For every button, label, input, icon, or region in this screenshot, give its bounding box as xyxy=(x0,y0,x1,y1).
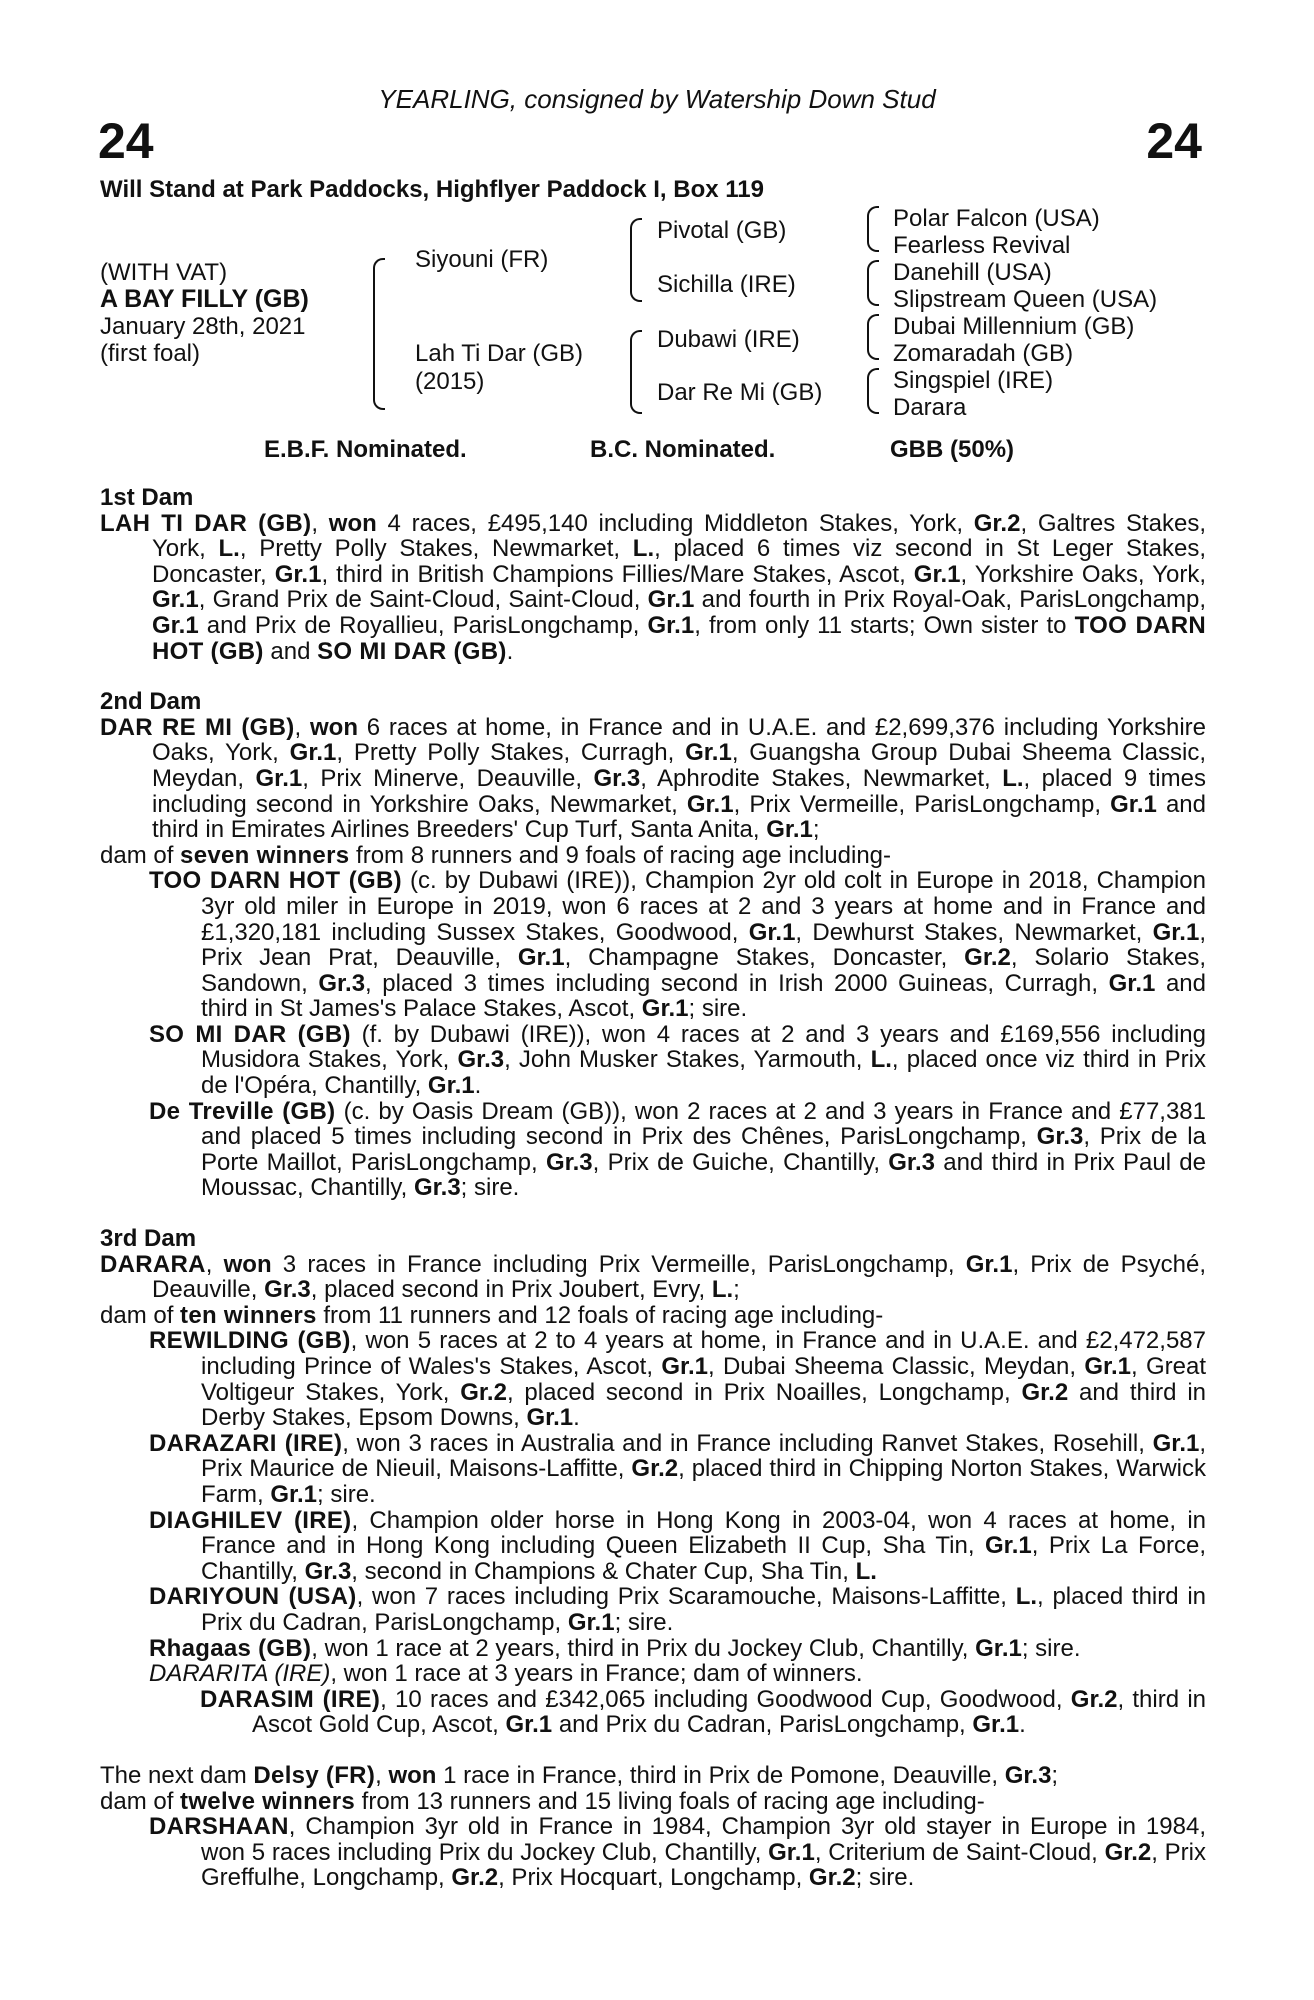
first-dam-heading: 1st Dam xyxy=(100,484,194,511)
text: and xyxy=(263,637,318,665)
text: dam of xyxy=(100,1301,181,1329)
produce-rhagaas xyxy=(100,1636,1206,1662)
text: ; sire. xyxy=(688,995,748,1023)
grade: Gr.1 xyxy=(647,586,695,614)
produce-name: DARASIM (IRE) xyxy=(200,1685,381,1713)
text: ; sire. xyxy=(460,1174,520,1202)
grade: Gr.1 xyxy=(972,1711,1020,1739)
bracket-sd xyxy=(867,260,879,306)
produce-name: DARIYOUN (USA) xyxy=(149,1583,357,1611)
grade: Gr.1 xyxy=(1108,969,1156,997)
grade: Gr.1 xyxy=(647,611,695,639)
produce-name: Rhagaas (GB) xyxy=(149,1634,312,1662)
grade: Gr.1 xyxy=(289,739,337,767)
text: (c. by Oasis Dream (GB)), won 2 races at 2 and 3 years in France and £77,381 and placed 5 times including second in Prix des Chênes, ParisLongchamp, xyxy=(201,1097,1207,1151)
text: and third in Derby Stakes, Epsom Downs, xyxy=(201,1378,1207,1432)
ebf-nomination: E.B.F. Nominated. xyxy=(264,436,467,463)
bc-nomination: B.C. Nominated. xyxy=(590,436,776,463)
text: , Yorkshire Oaks, York, xyxy=(960,560,1206,588)
consignment-header: YEARLING, consigned by Watership Down Stud xyxy=(378,84,936,114)
produce-name: SO MI DAR (GB) xyxy=(149,1020,351,1048)
lot-number-left: 24 xyxy=(98,113,154,169)
ds-dam: Zomaradah (GB) xyxy=(893,340,1074,367)
grade: Gr.1 xyxy=(748,918,796,946)
sire-dam: Sichilla (IRE) xyxy=(657,271,796,298)
text: dam of xyxy=(100,841,181,869)
text: , Prix La Force, Chantilly, xyxy=(201,1532,1206,1585)
produce-dararita xyxy=(100,1661,1206,1687)
text: dam of xyxy=(100,1787,181,1815)
grade: L. xyxy=(632,535,655,563)
grade: Gr.1 xyxy=(270,1480,318,1508)
grade: Gr.1 xyxy=(567,1608,615,1636)
bracket-sire xyxy=(630,218,642,302)
text: , Pretty Polly Stakes, Curragh, xyxy=(336,739,686,767)
text: , won 1 race at 2 years, third in Prix du Jockey Club, Chantilly, xyxy=(311,1634,976,1662)
text: , placed 6 times viz second in St Leger Stakes, Doncaster, xyxy=(152,535,1207,588)
grade: Gr.2 xyxy=(1104,1838,1152,1866)
winners-count: ten winners xyxy=(180,1301,317,1329)
third-dam-heading: 3rd Dam xyxy=(100,1225,197,1253)
next-dam-name: Delsy (FR) xyxy=(253,1761,376,1789)
text: (c. by Dubawi (IRE)), Champion 2yr old colt in Europe in 2018, Champion 3yr old miler in Europe in 2019, won 6 races at 2 and 3 years at home and in France and £1,320,181 including Sussex Stakes, Goodwood, xyxy=(201,867,1206,946)
bracket-ss xyxy=(867,206,879,252)
text: , Criterium de Saint-Cloud, xyxy=(814,1838,1105,1866)
gbb-nomination: GBB (50%) xyxy=(890,436,1015,463)
bracket-main xyxy=(373,258,385,410)
second-dam-name: DAR RE MI (GB) xyxy=(100,713,295,741)
grade: Gr.1 xyxy=(1152,918,1200,946)
bracket-ds xyxy=(867,314,879,360)
dam-sire: Dubawi (IRE) xyxy=(657,326,800,353)
text: , placed third in Prix du Cadran, ParisLongchamp, xyxy=(201,1583,1207,1636)
grade: Gr.1 xyxy=(766,816,813,844)
stand-location: Will Stand at Park Paddocks, Highflyer Paddock I, Box 119 xyxy=(100,176,764,203)
text: and Prix du Cadran, ParisLongchamp, xyxy=(552,1711,973,1739)
text: ; xyxy=(733,1276,740,1304)
text: 4 races, £495,140 including Middleton Stakes, York, xyxy=(376,509,974,537)
grade: Gr.2 xyxy=(460,1378,507,1406)
produce-name: REWILDING (GB) xyxy=(149,1327,351,1355)
third-dam-name: DARARA xyxy=(100,1250,206,1278)
text: , placed 9 times including second in Yorkshire Oaks, Newmarket, xyxy=(152,764,1206,818)
grade: Gr.3 xyxy=(264,1276,311,1304)
text: , placed second in Prix Joubert, Evry, xyxy=(310,1276,712,1304)
grade: Gr.1 xyxy=(1084,1353,1132,1380)
pedigree-body xyxy=(100,485,1206,1891)
text: , Prix de la Porte Maillot, ParisLongchamp, xyxy=(201,1123,1206,1176)
ds-sire: Dubai Millennium (GB) xyxy=(893,313,1135,340)
produce-darasim xyxy=(100,1687,1206,1738)
text: , Prix Vermeille, ParisLongchamp, xyxy=(733,790,1111,818)
sibling-name: SO MI DAR (GB) xyxy=(317,637,507,665)
grade: L. xyxy=(1015,1583,1038,1611)
grade: Gr.1 xyxy=(685,739,732,767)
horse-note: (first foal) xyxy=(100,340,201,367)
grade: Gr.3 xyxy=(457,1046,505,1074)
text: , Prix de Psyché, Deauville, xyxy=(152,1250,1206,1304)
text: ; sire. xyxy=(1021,1634,1081,1662)
text: The next dam xyxy=(100,1761,254,1789)
text: 3 races in France including Prix Vermeille, ParisLongchamp, xyxy=(271,1250,966,1278)
text: and third in St James's Palace Stakes, Ascot, xyxy=(201,969,1206,1023)
winners-count: twelve winners xyxy=(180,1787,355,1815)
text: , Champion older horse in Hong Kong in 2003-04, won 4 races at home, in France and in Hong Kong including Queen Elizabeth II Cup, Sha Tin, xyxy=(201,1506,1206,1560)
grade: Gr.1 xyxy=(526,1404,574,1432)
grade: Gr.3 xyxy=(545,1148,593,1176)
grade: Gr.3 xyxy=(413,1174,461,1202)
produce-name: DIAGHILEV (IRE) xyxy=(149,1506,352,1534)
text: , Prix de Guiche, Chantilly, xyxy=(592,1148,889,1176)
grade: Gr.1 xyxy=(686,790,734,818)
grade: Gr.1 xyxy=(975,1634,1022,1662)
next-dam-produce-intro xyxy=(100,1789,1206,1815)
grade: Gr.1 xyxy=(427,1072,475,1100)
sire-sire: Pivotal (GB) xyxy=(657,217,787,244)
grade: Gr.3 xyxy=(1004,1761,1052,1789)
text: from 8 runners and 9 foals of racing age including- xyxy=(349,841,891,869)
dam-dam: Dar Re Mi (GB) xyxy=(657,379,823,406)
produce-name: TOO DARN HOT (GB) xyxy=(149,867,402,895)
grade: Gr.3 xyxy=(593,764,641,792)
first-dam-won: won xyxy=(328,509,377,537)
text: , Dubai Sheema Classic, Meydan, xyxy=(708,1353,1085,1380)
grade: Gr.2 xyxy=(631,1455,679,1483)
text: , won 7 races including Prix Scaramouche, Maisons-Laffitte, xyxy=(356,1583,1016,1611)
second-dam-produce-intro xyxy=(100,843,1206,869)
text: . xyxy=(474,1072,482,1100)
grade: Gr.1 xyxy=(913,560,961,588)
text: , third in Ascot Gold Cup, Ascot, xyxy=(252,1685,1207,1739)
text: , Galtres Stakes, York, xyxy=(152,509,1206,563)
produce-name: De Treville (GB) xyxy=(149,1097,336,1125)
won: won xyxy=(309,713,358,741)
produce-diaghilev xyxy=(100,1508,1206,1585)
text: from 11 runners and 12 foals of racing age including- xyxy=(316,1301,884,1329)
grade: L. xyxy=(218,535,240,563)
text: and third in Prix Paul de Moussac, Chantilly, xyxy=(201,1148,1206,1202)
horse-dob: January 28th, 2021 xyxy=(100,313,306,340)
text: 1 race in France, third in Prix de Pomone, Deauville, xyxy=(436,1761,1005,1789)
text: . xyxy=(573,1404,580,1432)
won: won xyxy=(223,1250,272,1278)
text: (f. by Dubawi (IRE)), won 4 races at 2 and 3 years and £169,556 including Musidora Stakes, York, xyxy=(201,1020,1206,1074)
text: , placed once viz third in Prix de l'Opéra, Chantilly, xyxy=(201,1046,1206,1100)
text: , placed 3 times including second in Irish 2000 Guineas, Curragh, xyxy=(365,969,1109,997)
lot-number-right: 24 xyxy=(1146,113,1202,169)
text: , Champion 3yr old in France in 1984, Champion 3yr old stayer in Europe in 1984, won 5 races including Prix du Jockey Club, Chantilly, xyxy=(201,1813,1206,1866)
grade: Gr.3 xyxy=(1036,1123,1084,1151)
text: , placed second in Prix Noailles, Longchamp, xyxy=(506,1378,1022,1406)
produce-so-mi-dar xyxy=(100,1022,1206,1099)
produce-rewilding xyxy=(100,1328,1206,1430)
second-dam-heading: 2nd Dam xyxy=(100,688,202,716)
produce-name: DARARITA (IRE) xyxy=(149,1660,331,1688)
text: 6 races at home, in France and in U.A.E. and £2,699,376 including Yorkshire Oaks, York, xyxy=(152,713,1206,767)
produce-de-treville xyxy=(100,1099,1206,1201)
grade: Gr.1 xyxy=(152,611,199,639)
grade: Gr.1 xyxy=(255,764,303,792)
grade: Gr.2 xyxy=(1021,1378,1069,1406)
grade: Gr.1 xyxy=(152,586,199,614)
grade: Gr.3 xyxy=(304,1557,352,1585)
text: and third in Emirates Airlines Breeders' Cup Turf, Santa Anita, xyxy=(152,790,1206,844)
ss-dam: Fearless Revival xyxy=(893,232,1071,259)
grade: Gr.2 xyxy=(964,944,1011,972)
grade: Gr.1 xyxy=(768,1838,815,1866)
text: ; sire. xyxy=(317,1480,376,1508)
dam-year: (2015) xyxy=(415,368,485,395)
grade: Gr.1 xyxy=(965,1250,1013,1278)
sd-dam: Slipstream Queen (USA) xyxy=(893,286,1158,313)
grade: Gr.1 xyxy=(517,944,565,972)
grade: L. xyxy=(711,1276,734,1304)
grade: Gr.2 xyxy=(808,1864,856,1892)
text: , Champagne Stakes, Doncaster, xyxy=(564,944,965,972)
vat-note: (WITH VAT) xyxy=(100,259,228,286)
grade: Gr.1 xyxy=(641,995,689,1023)
text: . xyxy=(1019,1711,1026,1739)
winners-count: seven winners xyxy=(180,841,350,869)
text: , third in British Champions Fillies/Mare Stakes, Ascot, xyxy=(321,560,914,588)
first-dam-entry: LAH TI DAR (GB), won 4 races, £495,140 including Middleton Stakes, York, Gr.2, Galtres Stakes, York, L., Pretty Polly Stakes, Newmarket, L., placed 6 times viz second in St Leger Stakes, Doncaster, Gr.1, third in British Champions Fillies/Mare Stakes, Ascot, Gr.1, Yorkshire Oaks, York, Gr.1, Grand Prix de Saint-Cloud, Saint-Cloud, Gr.1 and fourth in Prix Royal-Oak, ParisLongchamp, Gr.1 and Prix de Royallieu, ParisLongchamp, Gr.1, from only 11 starts; Own sister to TOO DARN HOT (GB) and SO MI DAR (GB). xyxy=(100,509,1207,665)
grade: Gr.1 xyxy=(985,1532,1032,1560)
next-dam-entry: The next dam Delsy (FR), won 1 race in France, third in Prix de Pomone, Deauville, Gr.3; xyxy=(100,1761,1059,1789)
dd-sire: Singspiel (IRE) xyxy=(893,367,1054,394)
text: , Prix Maurice de Nieuil, Maisons-Laffitte, xyxy=(201,1429,1207,1483)
produce-too-darn-hot xyxy=(100,868,1206,1022)
text: , won 1 race at 3 years in France; dam of winners. xyxy=(330,1660,863,1688)
produce-name: DARSHAAN xyxy=(149,1813,289,1841)
text: , Prix Minerve, Deauville, xyxy=(302,764,594,792)
text: , won 3 races in Australia and in France including Ranvet Stakes, Rosehill, xyxy=(342,1429,1153,1457)
bracket-dam xyxy=(630,330,642,414)
text: , Pretty Polly Stakes, Newmarket, xyxy=(239,535,633,563)
produce-name: DARAZARI (IRE) xyxy=(149,1429,343,1457)
third-dam-entry: DARARA, won 3 races in France including Prix Vermeille, ParisLongchamp, Gr.1, Prix de Psyché, Deauville, Gr.3, placed second in Prix Joubert, Evry, L.; xyxy=(100,1250,1206,1304)
grade: Gr.3 xyxy=(888,1148,935,1176)
sd-sire: Danehill (USA) xyxy=(893,259,1052,286)
grade: Gr.2 xyxy=(451,1864,499,1892)
grade: Gr.1 xyxy=(1152,1429,1200,1457)
text: , Prix Hocquart, Longchamp, xyxy=(498,1864,809,1892)
text: ; xyxy=(1051,1761,1059,1789)
text: ; sire. xyxy=(855,1864,915,1892)
grade: L. xyxy=(1002,764,1024,792)
grade: Gr.1 xyxy=(661,1353,709,1380)
grade: Gr.1 xyxy=(505,1711,553,1739)
text: , Prix Greffulhe, Longchamp, xyxy=(201,1838,1207,1892)
text: . xyxy=(506,637,514,665)
text: from 13 runners and 15 living foals of racing age including- xyxy=(354,1787,985,1815)
horse-info xyxy=(100,259,309,367)
bracket-dd xyxy=(867,368,879,414)
text: , Grand Prix de Saint-Cloud, Saint-Cloud, xyxy=(198,586,648,614)
text: , Prix Jean Prat, Deauville, xyxy=(201,918,1206,972)
grade: Gr.1 xyxy=(274,560,322,588)
text: ; sire. xyxy=(614,1608,674,1636)
text: , won 5 races at 2 to 4 years at home, in France and in U.A.E. and £2,472,587 including Prince of Wales's Stakes, Ascot, xyxy=(201,1327,1206,1380)
text: , Guangsha Group Dubai Sheema Classic, Meydan, xyxy=(152,739,1207,792)
dd-dam: Darara xyxy=(893,394,967,421)
text: and fourth in Prix Royal-Oak, ParisLongchamp, xyxy=(694,586,1206,614)
sibling-name: TOO DARN HOT (GB) xyxy=(152,611,1206,665)
first-dam-name: LAH TI DAR (GB) xyxy=(100,509,312,537)
text: , Great Voltigeur Stakes, York, xyxy=(201,1353,1206,1406)
third-dam-produce-intro xyxy=(100,1303,1206,1329)
grade: Gr.2 xyxy=(973,509,1021,537)
ss-sire: Polar Falcon (USA) xyxy=(893,205,1100,232)
horse-name: A BAY FILLY (GB) xyxy=(100,285,309,313)
text: , John Musker Stakes, Yarmouth, xyxy=(504,1046,871,1074)
text: , second in Champions & Chater Cup, Sha Tin, xyxy=(351,1557,856,1585)
text: , 10 races and £342,065 including Goodwood Cup, Goodwood, xyxy=(380,1685,1071,1713)
dam: Lah Ti Dar (GB) xyxy=(415,340,584,367)
sire: Siyouni (FR) xyxy=(415,246,549,273)
grade: L. xyxy=(870,1046,892,1074)
grade: L. xyxy=(855,1557,877,1585)
produce-darazari xyxy=(100,1431,1206,1508)
produce-darshaan xyxy=(100,1814,1206,1891)
won: won xyxy=(388,1761,437,1789)
text: and Prix de Royallieu, ParisLongchamp, xyxy=(198,611,648,639)
grade: Gr.3 xyxy=(318,969,366,997)
text: , Dewhurst Stakes, Newmarket, xyxy=(795,918,1153,946)
text: , Aphrodite Stakes, Newmarket, xyxy=(640,764,1003,792)
text: , placed third in Chipping Norton Stakes, Warwick Farm, xyxy=(201,1455,1206,1508)
grade: Gr.1 xyxy=(1110,790,1157,818)
text: , Solario Stakes, Sandown, xyxy=(201,944,1206,997)
produce-dariyoun xyxy=(100,1584,1206,1635)
text: ; xyxy=(812,816,820,844)
text: , from only 11 starts; Own sister to xyxy=(694,611,1075,639)
second-dam-entry: DAR RE MI (GB), won 6 races at home, in France and in U.A.E. and £2,699,376 including Yorkshire Oaks, York, Gr.1, Pretty Polly Stakes, Curragh, Gr.1, Guangsha Group Dubai Sheema Classic, Meydan, Gr.1, Prix Minerve, Deauville, Gr.3, Aphrodite Stakes, Newmarket, L., placed 9 times including second in Yorkshire Oaks, Newmarket, Gr.1, Prix Vermeille, ParisLongchamp, Gr.1 and third in Emirates Airlines Breeders' Cup Turf, Santa Anita, Gr.1; xyxy=(100,713,1207,844)
grade: Gr.2 xyxy=(1070,1685,1118,1713)
